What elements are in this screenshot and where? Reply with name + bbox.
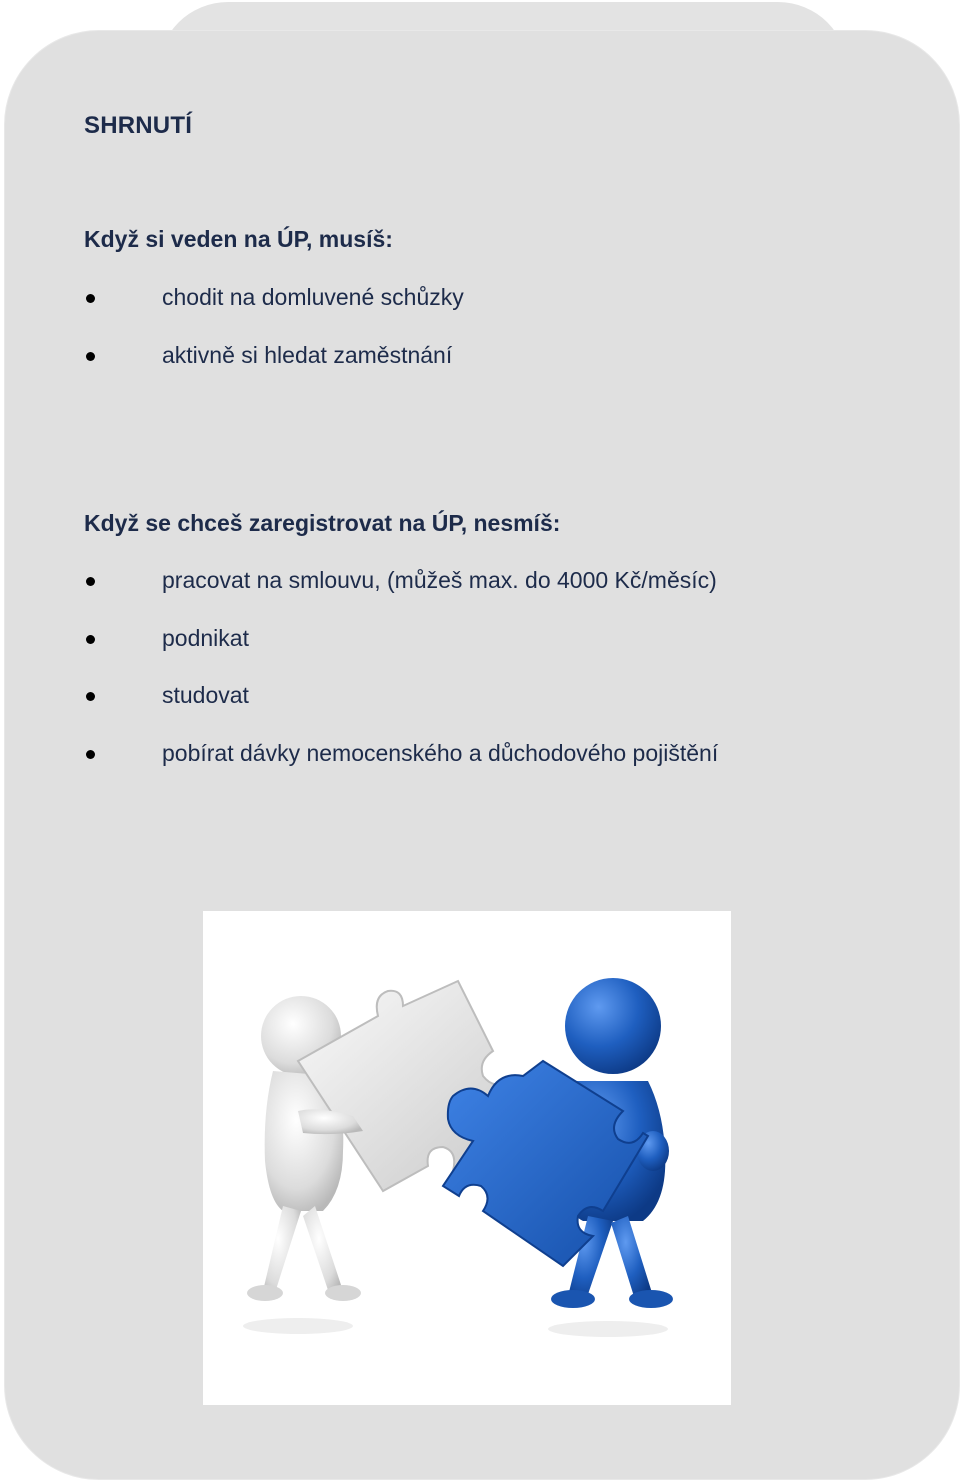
list-item-text: pobírat dávky nemocenského a důchodového pojištění — [162, 739, 719, 766]
bullet-icon — [86, 577, 95, 586]
list-item-text: podnikat — [162, 624, 249, 651]
section-must-not-title: Když se chceš zaregistrovat na ÚP, nesmíš: — [84, 510, 561, 536]
page-title: SHRNUTÍ — [84, 112, 193, 139]
bullet-icon — [86, 750, 95, 759]
bullet-icon — [86, 294, 95, 303]
list-item-text: chodit na domluvené schůzky — [162, 284, 464, 310]
bullet-icon — [86, 635, 95, 644]
list-item-text: aktivně si hledat zaměstnání — [162, 341, 453, 368]
bullet-icon — [86, 352, 95, 361]
puzzle-figures-icon — [203, 911, 731, 1405]
puzzle-figures-illustration — [203, 911, 731, 1405]
bullet-icon — [86, 692, 95, 701]
list-item-text: pracovat na smlouvu, (můžeš max. do 4000 Kč/měsíc) — [162, 567, 717, 593]
list-item-text: studovat — [162, 682, 249, 708]
section-must-title: Když si veden na ÚP, musíš: — [84, 226, 393, 252]
